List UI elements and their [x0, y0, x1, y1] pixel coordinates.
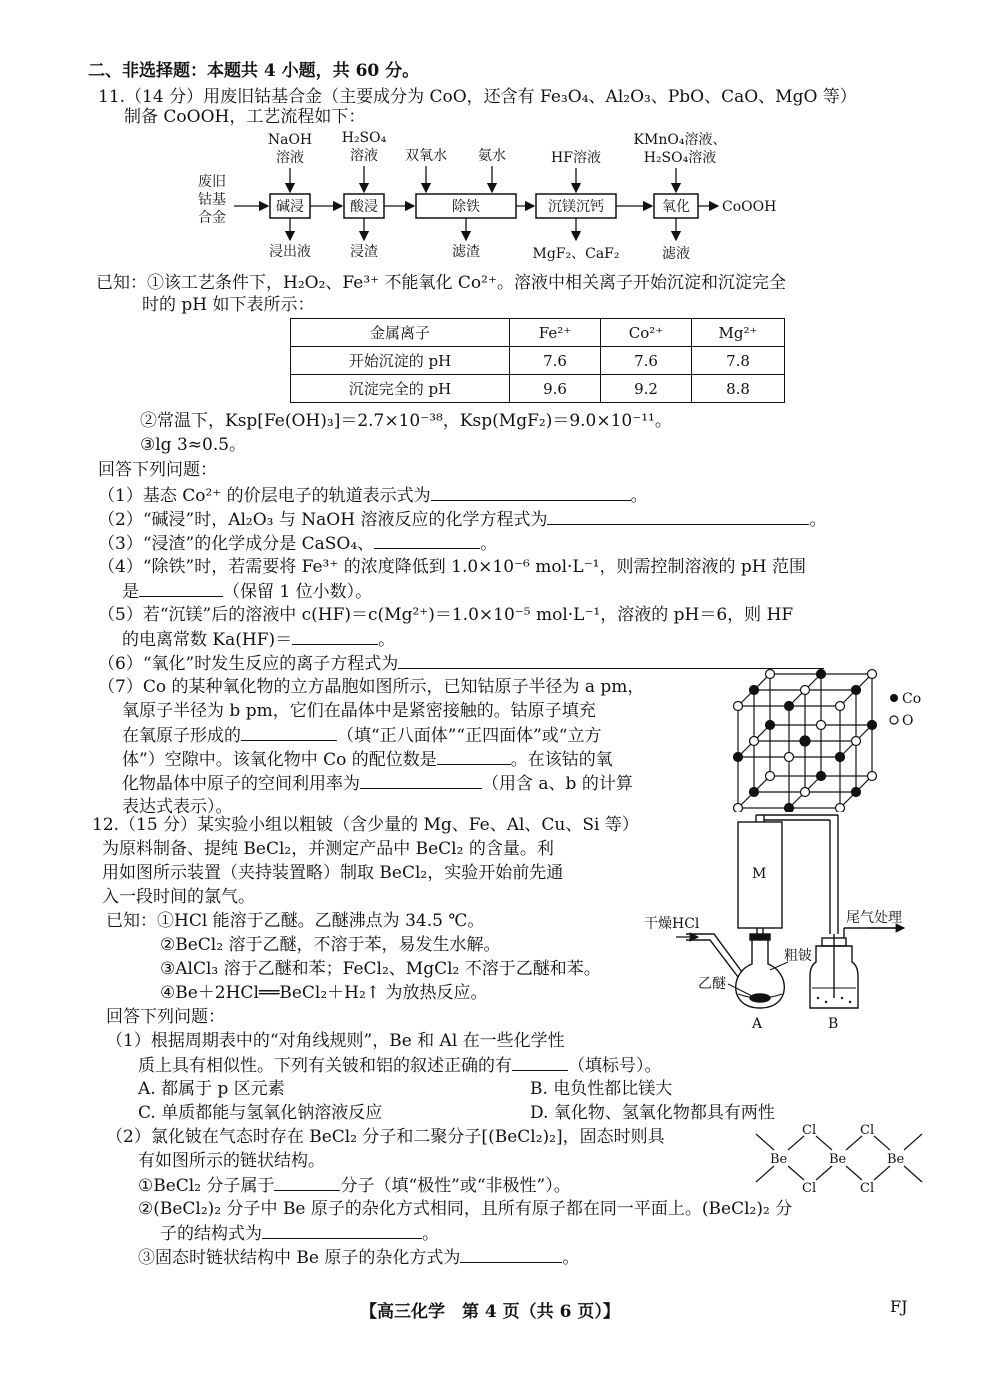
- table-row: [291, 375, 785, 403]
- chain-be-2: Be: [829, 1152, 847, 1167]
- answer-blank[interactable]: [139, 580, 223, 597]
- q11-part-7a: （7）Co 的某种氧化物的立方晶胞如图所示，已知钴原子半径为 a pm，: [98, 677, 645, 697]
- answer-blank[interactable]: [262, 1222, 422, 1239]
- crystal-cell-figure: [716, 664, 936, 812]
- option-a[interactable]: A. 都属于 p 区元素: [138, 1079, 285, 1099]
- q12-intro-1: 12.（15 分）某实验小组以粗铍（含少量的 Mg、Fe、Al、Cu、Si 等）: [92, 815, 639, 835]
- reagent-kmno4-2: H₂SO₄溶液: [643, 150, 717, 166]
- q11-known-3: ③lg 3≈0.5。: [140, 435, 247, 455]
- reagent-kmno4: KMnO₄溶液、: [633, 132, 727, 148]
- reagent-hf: HF溶液: [551, 150, 601, 166]
- step-oxidize: 氧化: [662, 199, 690, 215]
- q11-known-1a: 已知：①该工艺条件下，H₂O₂、Fe³⁺ 不能氧化 Co²⁺。溶液中相关离子开始沉淀和沉淀完全: [96, 273, 786, 293]
- step-precipitate: 沉镁沉钙: [548, 199, 604, 215]
- q12-part-2-3: ③固态时链状结构中 Be 原子的杂化方式为 。: [138, 1248, 580, 1268]
- table-header-cell: Fe²⁺: [510, 319, 601, 347]
- q12-intro-4: 入一段时间的氯气。: [102, 887, 255, 907]
- reagent-naoh-2: 溶液: [276, 150, 304, 166]
- legend-o: O: [902, 713, 914, 729]
- chain-cl-1: Cl: [802, 1123, 817, 1138]
- q11-intro-1: 11.（14 分）用废旧钴基合金（主要成分为 CoO，还含有 Fe₃O₄、Al₂O₃、PbO、CaO、MgO 等）: [98, 87, 857, 107]
- legend-co: Co: [902, 691, 922, 707]
- step-acid-leach: 酸浸: [350, 199, 378, 215]
- option-d[interactable]: D. 氧化物、氢氧化物都具有两性: [530, 1103, 775, 1123]
- output-filter-residue: 滤渣: [452, 244, 480, 260]
- reagent-h2o2: 双氧水: [405, 148, 447, 164]
- label-b: B: [828, 1016, 839, 1032]
- output-leachate: 浸出液: [269, 244, 311, 260]
- answer-blank[interactable]: [241, 724, 337, 741]
- step-alkali-leach: 碱浸: [276, 199, 304, 215]
- feed-line-1: 废旧: [198, 174, 226, 190]
- q11-part-7c: 在氧原子形成的 （填“正八面体”“正四面体”或“立方: [122, 726, 602, 746]
- reagent-h2so4-2: 溶液: [350, 148, 378, 164]
- table-cell: 开始沉淀的 pH: [291, 347, 510, 375]
- q12-known-4: ④Be＋2HCl══BeCl₂＋H₂↑ 为放热反应。: [160, 983, 488, 1003]
- q12-answer-prompt: 回答下列问题：: [106, 1007, 225, 1027]
- q11-part-7b: 氧原子半径为 b pm，它们在晶体中是紧密接触的。钴原子填充: [122, 701, 596, 721]
- option-b[interactable]: B. 电负性都比镁大: [530, 1079, 673, 1099]
- label-tail-gas: 尾气处理: [846, 910, 902, 926]
- reagent-h2so4: H₂SO₄: [341, 130, 387, 146]
- feed-line-3: 合金: [198, 210, 226, 226]
- table-cell: 9.2: [601, 375, 692, 403]
- output-fluorides: MgF₂、CaF₂: [532, 246, 620, 262]
- answer-blank[interactable]: [374, 532, 480, 549]
- q11-known-2: ②常温下，Ksp[Fe(OH)₃]＝2.7×10⁻³⁸，Ksp(MgF₂)＝9.0×10⁻¹¹。: [140, 411, 672, 431]
- q11-part-5a: （5）若“沉镁”后的溶液中 c(HF)＝c(Mg²⁺)＝1.0×10⁻⁵ mol·L⁻¹，溶液的 pH＝6，则 HF: [98, 605, 794, 625]
- q11-part-4b: 是 （保留 1 位小数）。: [122, 582, 373, 602]
- q11-known-1b: 时的 pH 如下表所示：: [142, 295, 315, 315]
- table-cell: 7.6: [601, 347, 692, 375]
- table-cell: 7.8: [692, 347, 785, 375]
- table-header-cell: Co²⁺: [601, 319, 692, 347]
- output-filtrate: 滤液: [662, 246, 690, 262]
- q12-part-2-2b: 子的结构式为 。: [160, 1224, 439, 1244]
- q11-part-7e: 化物晶体中原子的空间利用率为 （用含 a、b 的计算: [122, 774, 633, 794]
- answer-blank[interactable]: [512, 1054, 568, 1071]
- q12-part-1a: （1）根据周期表中的“对角线规则”，Be 和 Al 在一些化学性: [106, 1031, 565, 1051]
- q12-known-2: ②BeCl₂ 溶于乙醚，不溶于苯，易发生水解。: [160, 935, 501, 955]
- table-cell: 8.8: [692, 375, 785, 403]
- chain-be-3: Be: [887, 1152, 905, 1167]
- q11-part-3: （3）“浸渣”的化学成分是 CaSO₄、 。: [98, 534, 498, 554]
- q12-part-2-1: ①BeCl₂ 分子属于 分子（填“极性”或“非极性”）。: [138, 1176, 571, 1196]
- q11-part-2: （2）“碱浸”时，Al₂O₃ 与 NaOH 溶液反应的化学方程式为 。: [98, 510, 827, 530]
- table-header-cell: Mg²⁺: [692, 319, 785, 347]
- chain-be-1: Be: [770, 1152, 788, 1167]
- label-m: M: [752, 866, 767, 882]
- q11-part-6: （6）“氧化”时发生反应的离子方程式为: [98, 652, 824, 675]
- q12-known-3: ③AlCl₃ 溶于乙醚和苯；FeCl₂、MgCl₂ 不溶于乙醚和苯。: [160, 959, 601, 979]
- q11-answer-prompt: 回答下列问题：: [98, 460, 217, 480]
- label-ether: 乙醚: [698, 976, 726, 992]
- q11-part-1: （1）基态 Co²⁺ 的价层电子的轨道表示式为 。: [98, 486, 648, 506]
- reagent-naoh: NaOH: [267, 132, 313, 148]
- answer-blank[interactable]: [437, 748, 511, 765]
- apparatus-figure: [640, 812, 920, 1034]
- label-dry-hcl: 干燥HCl: [644, 916, 700, 932]
- q12-part-1b: 质上具有相似性。下列有关铍和铝的叙述正确的有 （填标号）。: [138, 1056, 662, 1076]
- table-header-cell: 金属离子: [291, 319, 510, 347]
- answer-blank[interactable]: [431, 484, 631, 501]
- q11-part-5b: 的电离常数 Ka(HF)＝ 。: [122, 630, 396, 650]
- page-footer: 【高三化学 第 4 页（共 6 页）】: [360, 1302, 620, 1322]
- answer-blank[interactable]: [292, 628, 378, 645]
- q11-intro-2: 制备 CoOOH，工艺流程如下：: [124, 107, 366, 127]
- product-cooh: CoOOH: [722, 199, 777, 215]
- chain-cl-2: Cl: [802, 1181, 817, 1196]
- precipitation-ph-table: [290, 318, 785, 403]
- answer-blank[interactable]: [274, 1174, 340, 1191]
- option-c[interactable]: C. 单质都能与氢氧化钠溶液反应: [138, 1103, 383, 1123]
- feed-line-2: 钴基: [198, 192, 226, 208]
- table-cell: 9.6: [510, 375, 601, 403]
- q12-part-2-2a: ②(BeCl₂)₂ 分子中 Be 原子的杂化方式相同，且所有原子都在同一平面上。(BeCl₂)₂ 分: [138, 1199, 793, 1219]
- process-flow-diagram: [190, 128, 810, 266]
- answer-blank[interactable]: [360, 772, 482, 789]
- output-residue: 浸渣: [350, 244, 378, 260]
- q12-intro-2: 为原料制备、提纯 BeCl₂，并测定产品中 BeCl₂ 的含量。利: [102, 839, 554, 859]
- step-remove-iron: 除铁: [452, 199, 480, 215]
- table-header-row: [291, 319, 785, 347]
- q12-part-2a: （2）氯化铍在气态时存在 BeCl₂ 分子和二聚分子[(BeCl₂)₂]，固态时则具: [106, 1127, 665, 1147]
- footer-code: FJ: [890, 1297, 908, 1316]
- table-cell: 沉淀完全的 pH: [291, 375, 510, 403]
- q12-intro-3: 用如图所示装置（夹持装置略）制取 BeCl₂，实验开始前先通: [102, 863, 564, 883]
- chain-cl-3: Cl: [860, 1123, 875, 1138]
- table-cell: 7.6: [510, 347, 601, 375]
- reagent-nh3: 氨水: [478, 148, 506, 164]
- q12-part-2b: 有如图所示的链状结构。: [138, 1151, 325, 1171]
- becl2-chain-structure: [752, 1120, 932, 1196]
- label-crude-be: 粗铍: [784, 948, 812, 964]
- section-heading: 二、非选择题：本题共 4 小题，共 60 分。: [88, 61, 420, 81]
- answer-blank[interactable]: [547, 508, 809, 525]
- chain-cl-4: Cl: [860, 1181, 875, 1196]
- q11-part-4a: （4）“除铁”时，若需要将 Fe³⁺ 的浓度降低到 1.0×10⁻⁶ mol·L⁻¹，则需控制溶液的 pH 范围: [98, 557, 807, 577]
- q11-part-7f: 表达式表示）。: [122, 797, 233, 817]
- q12-known-1: 已知：①HCl 能溶于乙醚。乙醚沸点为 34.5 ℃。: [106, 911, 485, 931]
- q11-part-7d: 体”）空隙中。该氧化物中 Co 的配位数是 。在该钴的氧: [122, 750, 613, 770]
- answer-blank[interactable]: [460, 1246, 562, 1263]
- label-a: A: [752, 1016, 763, 1032]
- table-row: [291, 347, 785, 375]
